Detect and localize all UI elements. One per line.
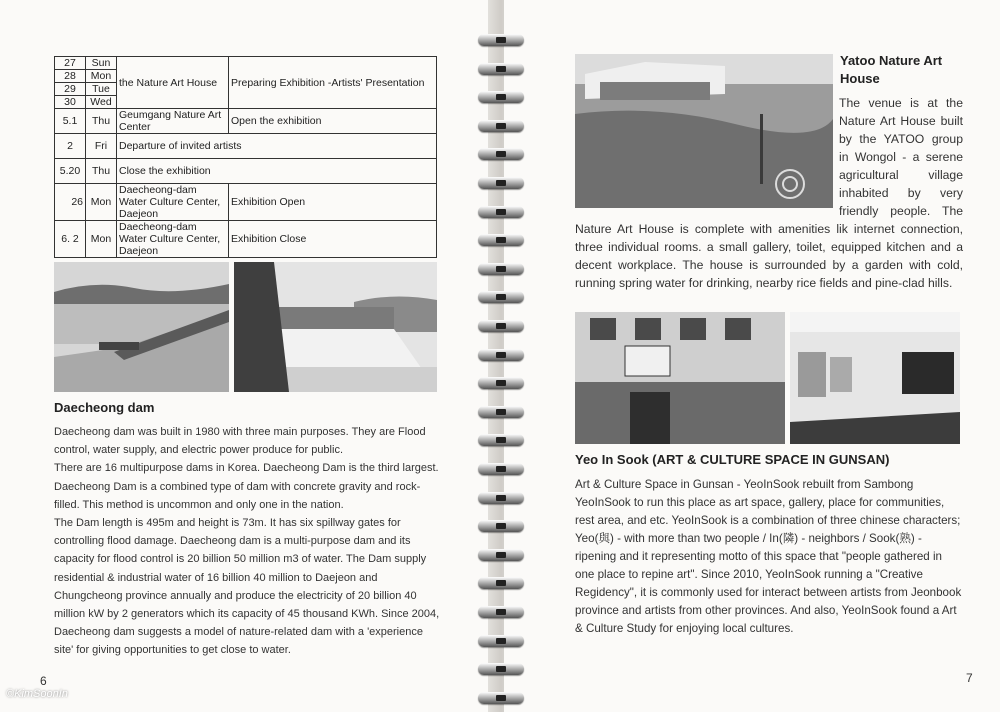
photo-float-space xyxy=(575,94,839,218)
dam-paragraph: The Dam length is 495m and height is 73m. It has six spillway gates for controlling flood damage. Daecheong dam is a multi-purpose dam and its capacity for flood control is 20 billion 50 million m3 of water. The Dam supply residential & industrial water of 16 billion 40 million to Daejeon and Chungcheong province annually and produce the electricity of 20 billion 40 million kW by 2 generators which its capacity of 45 thousand KWh. Since 2004, Daecheong dam suggests a model of nature-related dam with a 'experience site' for giving opportunities to get close to water. xyxy=(54,517,440,657)
table-row xyxy=(55,221,437,258)
binding-ring xyxy=(478,63,524,75)
table-row xyxy=(55,184,437,221)
table-row xyxy=(55,159,437,184)
page-number-right: 7 xyxy=(966,671,973,685)
binding-ring xyxy=(478,148,524,160)
date-cell: 5.1 xyxy=(55,109,86,134)
page-number-left: 6 xyxy=(40,674,47,688)
date-cell: 26 xyxy=(55,184,86,221)
binding-ring xyxy=(478,434,524,446)
schedule-table xyxy=(54,56,437,258)
day-cell: Tue xyxy=(86,83,117,96)
dam-description xyxy=(54,423,442,660)
binding-ring xyxy=(478,692,524,704)
dam-lake-photo xyxy=(54,262,229,392)
table-row xyxy=(55,134,437,159)
day-cell: Mon xyxy=(86,184,117,221)
dam-paragraph: There are 16 multipurpose dams in Korea. Daecheong Dam is the third largest. Daecheong Dam is a combined type of dam with concrete gravity and rock-filled. This method is uncommon and only one in the nation. xyxy=(54,462,439,511)
yeoinsook-gallery-photo xyxy=(790,312,960,444)
yeoinsook-building-photo xyxy=(575,312,785,444)
binding-ring xyxy=(478,234,524,246)
binding-ring xyxy=(478,635,524,647)
day-cell: Mon xyxy=(86,221,117,258)
binding-ring xyxy=(478,406,524,418)
binding-ring xyxy=(478,377,524,389)
dam-spillway-photo xyxy=(234,262,437,392)
binding-ring xyxy=(478,177,524,189)
binding-ring xyxy=(478,606,524,618)
event-cell: Exhibition Close xyxy=(229,221,437,258)
day-cell: Wed xyxy=(86,96,117,109)
yeoinsook-heading: Yeo In Sook (ART & CULTURE SPACE IN GUNSAN) xyxy=(575,452,890,467)
dam-heading: Daecheong dam xyxy=(54,400,155,415)
event-cell: Close the exhibition xyxy=(117,159,437,184)
date-cell: 5.20 xyxy=(55,159,86,184)
date-cell: 6. 2 xyxy=(55,221,86,258)
event-cell: Departure of invited artists xyxy=(117,134,437,159)
binding-ring xyxy=(478,549,524,561)
watermark: ©KimSoonIn xyxy=(6,688,68,700)
day-cell: Thu xyxy=(86,109,117,134)
yatoo-description xyxy=(575,94,963,292)
left-page xyxy=(0,0,496,712)
day-cell: Thu xyxy=(86,159,117,184)
binding-ring xyxy=(478,291,524,303)
binding-ring xyxy=(478,120,524,132)
binding-ring xyxy=(478,663,524,675)
binding-ring xyxy=(478,349,524,361)
dam-paragraph: Daecheong dam was built in 1980 with three main purposes. They are Flood control, water supply, and electric power produce for public. xyxy=(54,426,426,457)
event-cell: Exhibition Open xyxy=(229,184,437,221)
event-cell: Preparing Exhibition -Artists' Presentation xyxy=(229,57,437,109)
date-cell: 30 xyxy=(55,96,86,109)
binding-ring xyxy=(478,206,524,218)
binding-ring xyxy=(478,577,524,589)
binding-ring xyxy=(478,34,524,46)
right-page xyxy=(504,0,1000,712)
day-cell: Sun xyxy=(86,57,117,70)
event-cell: Open the exhibition xyxy=(229,109,437,134)
date-cell: 27 xyxy=(55,57,86,70)
binding-ring xyxy=(478,463,524,475)
yeoinsook-paragraph: Art & Culture Space in Gunsan - YeoInSook rebuilt from Sambong YeoInSook to run this place as art space, gallery, place for communities, rest area, and etc. YeoInSook is a combination of three chinese characters; Yeo(與) - with more than two people / In(隣) - neighbors / Sook(熟) - ripening and it representing motto of this space that "people gathered in one place to repine art". Since 2010, YeoInSook running a "Creative Regidency", it is commonly used for interact between artists from Jeonbook province and artists from other provinces. And also, YeoInSook found a Art & Culture Study for enjoying local cultures. xyxy=(575,478,962,635)
yatoo-heading: Yatoo Nature Art House xyxy=(840,53,943,86)
place-cell: Daecheong-dam Water Culture Center, Daejeon xyxy=(117,184,229,221)
binding-ring xyxy=(478,263,524,275)
binding-ring xyxy=(478,320,524,332)
date-cell: 2 xyxy=(55,134,86,159)
place-cell: Geumgang Nature Art Center xyxy=(117,109,229,134)
day-cell: Fri xyxy=(86,134,117,159)
yeoinsook-description xyxy=(575,476,963,638)
binding-ring xyxy=(478,520,524,532)
yatoo-paragraph: The venue is at the Nature Art House built by the YATOO group in Wongol - a serene agricultural village inhabited by very friendly people. The Nature Art House is complete with amenities lik internet connection, three individual rooms. a small gallery, toilet, equipped kitchen and a decent workplace. The house is surrounded by a garden with cold, running spring water for drinking, nearby rice fields and pine-clad hills. xyxy=(575,96,963,290)
place-cell: the Nature Art House xyxy=(117,57,229,109)
table-row xyxy=(55,109,437,134)
binding-ring xyxy=(478,492,524,504)
place-cell: Daecheong-dam Water Culture Center, Daejeon xyxy=(117,221,229,258)
date-cell: 28 xyxy=(55,70,86,83)
day-cell: Mon xyxy=(86,70,117,83)
date-cell: 29 xyxy=(55,83,86,96)
table-row xyxy=(55,57,437,70)
binding-ring xyxy=(478,91,524,103)
